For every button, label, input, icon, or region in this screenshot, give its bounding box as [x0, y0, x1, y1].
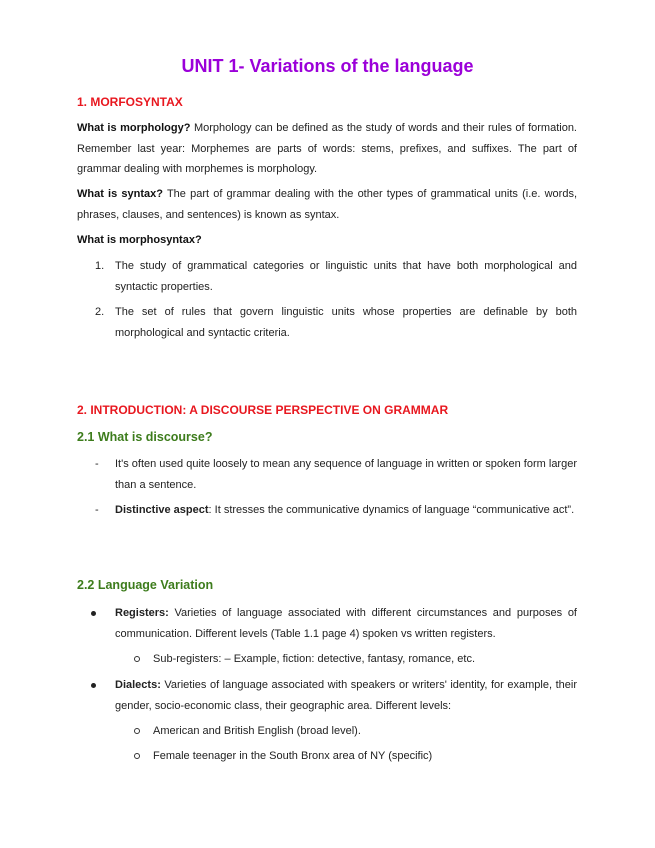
distinctive-aspect-label: Distinctive aspect	[115, 504, 209, 516]
bullet-icon	[91, 611, 96, 616]
circle-bullet-icon	[134, 656, 140, 662]
circle-bullet-icon	[134, 728, 140, 734]
list-item-text: Female teenager in the South Bronx area of NY (specific)	[153, 750, 433, 762]
list-item	[77, 603, 577, 644]
page-title: UNIT 1- Variations of the language	[181, 56, 474, 76]
registers-label: Registers:	[115, 607, 169, 619]
list-marker: 1.	[95, 260, 105, 272]
section-heading-introduction: 2. INTRODUCTION: A DISCOURSE PERSPECTIVE ON GRAMMAR	[77, 403, 449, 417]
list-item-text: It's often used quite loosely to mean any sequence of language in written or spoken form larger than a sentence.	[115, 458, 577, 491]
paragraph-syntax	[77, 184, 577, 225]
list-item-text: The study of grammatical categories or linguistic units that have both morphological and syntactic properties.	[115, 260, 577, 293]
paragraph-morphosyntax	[77, 230, 577, 251]
morphosyntax-label: What is morphosyntax?	[77, 234, 202, 246]
paragraph-morphology	[77, 118, 577, 180]
list-item-text: The set of rules that govern linguistic units whose properties are definable by both morphological and syntactic criteria.	[115, 306, 577, 339]
list-item	[77, 746, 577, 767]
circle-bullet-icon	[134, 753, 140, 759]
distinctive-aspect-text: : It stresses the communicative dynamics of language “communicative act”.	[208, 504, 575, 516]
dialects-text: Varieties of language associated with speakers or writers' identity, for example, their gender, socio-economic class, their geographic area. Different levels:	[115, 679, 577, 712]
section-heading-morfosyntax: 1. MORFOSYNTAX	[77, 95, 183, 109]
registers-text: Varieties of language associated with different circumstances and purposes of communication. Different levels (Table 1.1 page 4) spoken vs written registers.	[115, 607, 577, 640]
list-item-text	[115, 500, 577, 521]
list-marker: -	[95, 504, 99, 516]
list-item	[77, 649, 577, 670]
list-item	[77, 256, 577, 297]
list-item	[77, 721, 577, 742]
list-item-text	[115, 603, 577, 644]
morphology-text: Morphology can be defined as the study of words and their rules of formation. Remember last year: Morphemes are parts of words: stems, prefixes, and suffixes. The part of grammar dealing with morphemes is morphology.	[77, 122, 577, 175]
subsection-heading-discourse: 2.1 What is discourse?	[77, 430, 213, 444]
bullet-icon	[91, 683, 96, 688]
list-item	[77, 675, 577, 716]
dialects-label: Dialects:	[115, 679, 161, 691]
list-item-text: American and British English (broad level).	[153, 725, 361, 737]
morphology-label: What is morphology?	[77, 122, 191, 134]
syntax-label: What is syntax?	[77, 188, 163, 200]
list-item	[77, 454, 577, 495]
list-marker: 2.	[95, 306, 105, 318]
subsection-heading-language-variation: 2.2 Language Variation	[77, 578, 214, 592]
list-item-text	[115, 675, 577, 716]
list-item	[77, 500, 577, 521]
syntax-text: The part of grammar dealing with the other types of grammatical units (i.e. words, phrases, clauses, and sentences) is known as syntax.	[77, 188, 578, 221]
list-marker: -	[95, 458, 99, 470]
list-item-text: Sub-registers: – Example, fiction: detective, fantasy, romance, etc.	[153, 653, 475, 665]
list-item	[77, 302, 577, 343]
